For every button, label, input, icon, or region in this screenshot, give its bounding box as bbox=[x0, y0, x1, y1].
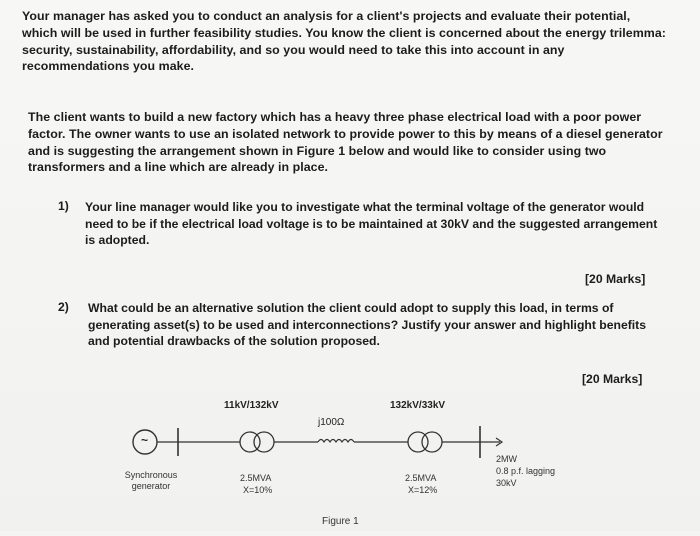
line-inductor bbox=[318, 440, 354, 443]
t1-mva: 2.5MVA bbox=[240, 473, 272, 483]
t1-rating: 11kV/132kV bbox=[224, 400, 279, 411]
transformer-1-coil-b bbox=[254, 432, 274, 452]
circuit-diagram bbox=[0, 390, 700, 531]
question-1-number: 1) bbox=[58, 199, 69, 213]
t1-reactance: X=10% bbox=[243, 485, 273, 495]
question-1-text: Your line manager would like you to investigate what the terminal voltage of the generator would need to be if the electrical load voltage is to be maintained at 30kV and the suggested arrangement is adopted. bbox=[85, 200, 658, 248]
question-2-number: 2) bbox=[58, 300, 69, 314]
transformer-2-coil-b bbox=[422, 432, 442, 452]
circuit-svg bbox=[0, 390, 700, 531]
t2-rating: 132kV/33kV bbox=[390, 400, 446, 411]
load-power: 2MW bbox=[496, 454, 517, 464]
line-impedance: j100Ω bbox=[318, 417, 345, 428]
t2-mva: 2.5MVA bbox=[405, 473, 437, 483]
question-2-text: What could be an alternative solution the client could adopt to supply this load, in terms of generating asset(s) to be used and interconnections? Justify your answer and highlight benefits and potential drawbacks of the solution proposed. bbox=[88, 301, 647, 349]
question-2-marks: [20 Marks] bbox=[582, 372, 643, 386]
context-paragraph: The client wants to build a new factory which has a heavy three phase electrical load with a poor power factor. The owner wants to use an isolated network to provide power to this by means of a diesel generator and is suggesting the arrangement shown in Figure 1 below and would like to consider using two transformers and a line which are already in place. bbox=[28, 110, 663, 175]
figure-caption: Figure 1 bbox=[322, 516, 359, 527]
question-1-marks: [20 Marks] bbox=[585, 272, 646, 286]
intro-paragraph: Your manager has asked you to conduct an analysis for a client's projects and evaluate their potential, which will be used in further feasibility studies. You know the client is concerned about the energy trilemma: security, sustainability, affordability, and so you would need to take this into account in any recommendations you make. bbox=[22, 9, 666, 74]
load-power-factor: 0.8 p.f. lagging bbox=[496, 466, 556, 476]
t2-reactance: X=12% bbox=[408, 485, 438, 495]
generator-label: Synchronous generator bbox=[124, 470, 178, 491]
load-voltage: 30kV bbox=[496, 478, 517, 488]
generator-tilde: ~ bbox=[141, 433, 149, 447]
